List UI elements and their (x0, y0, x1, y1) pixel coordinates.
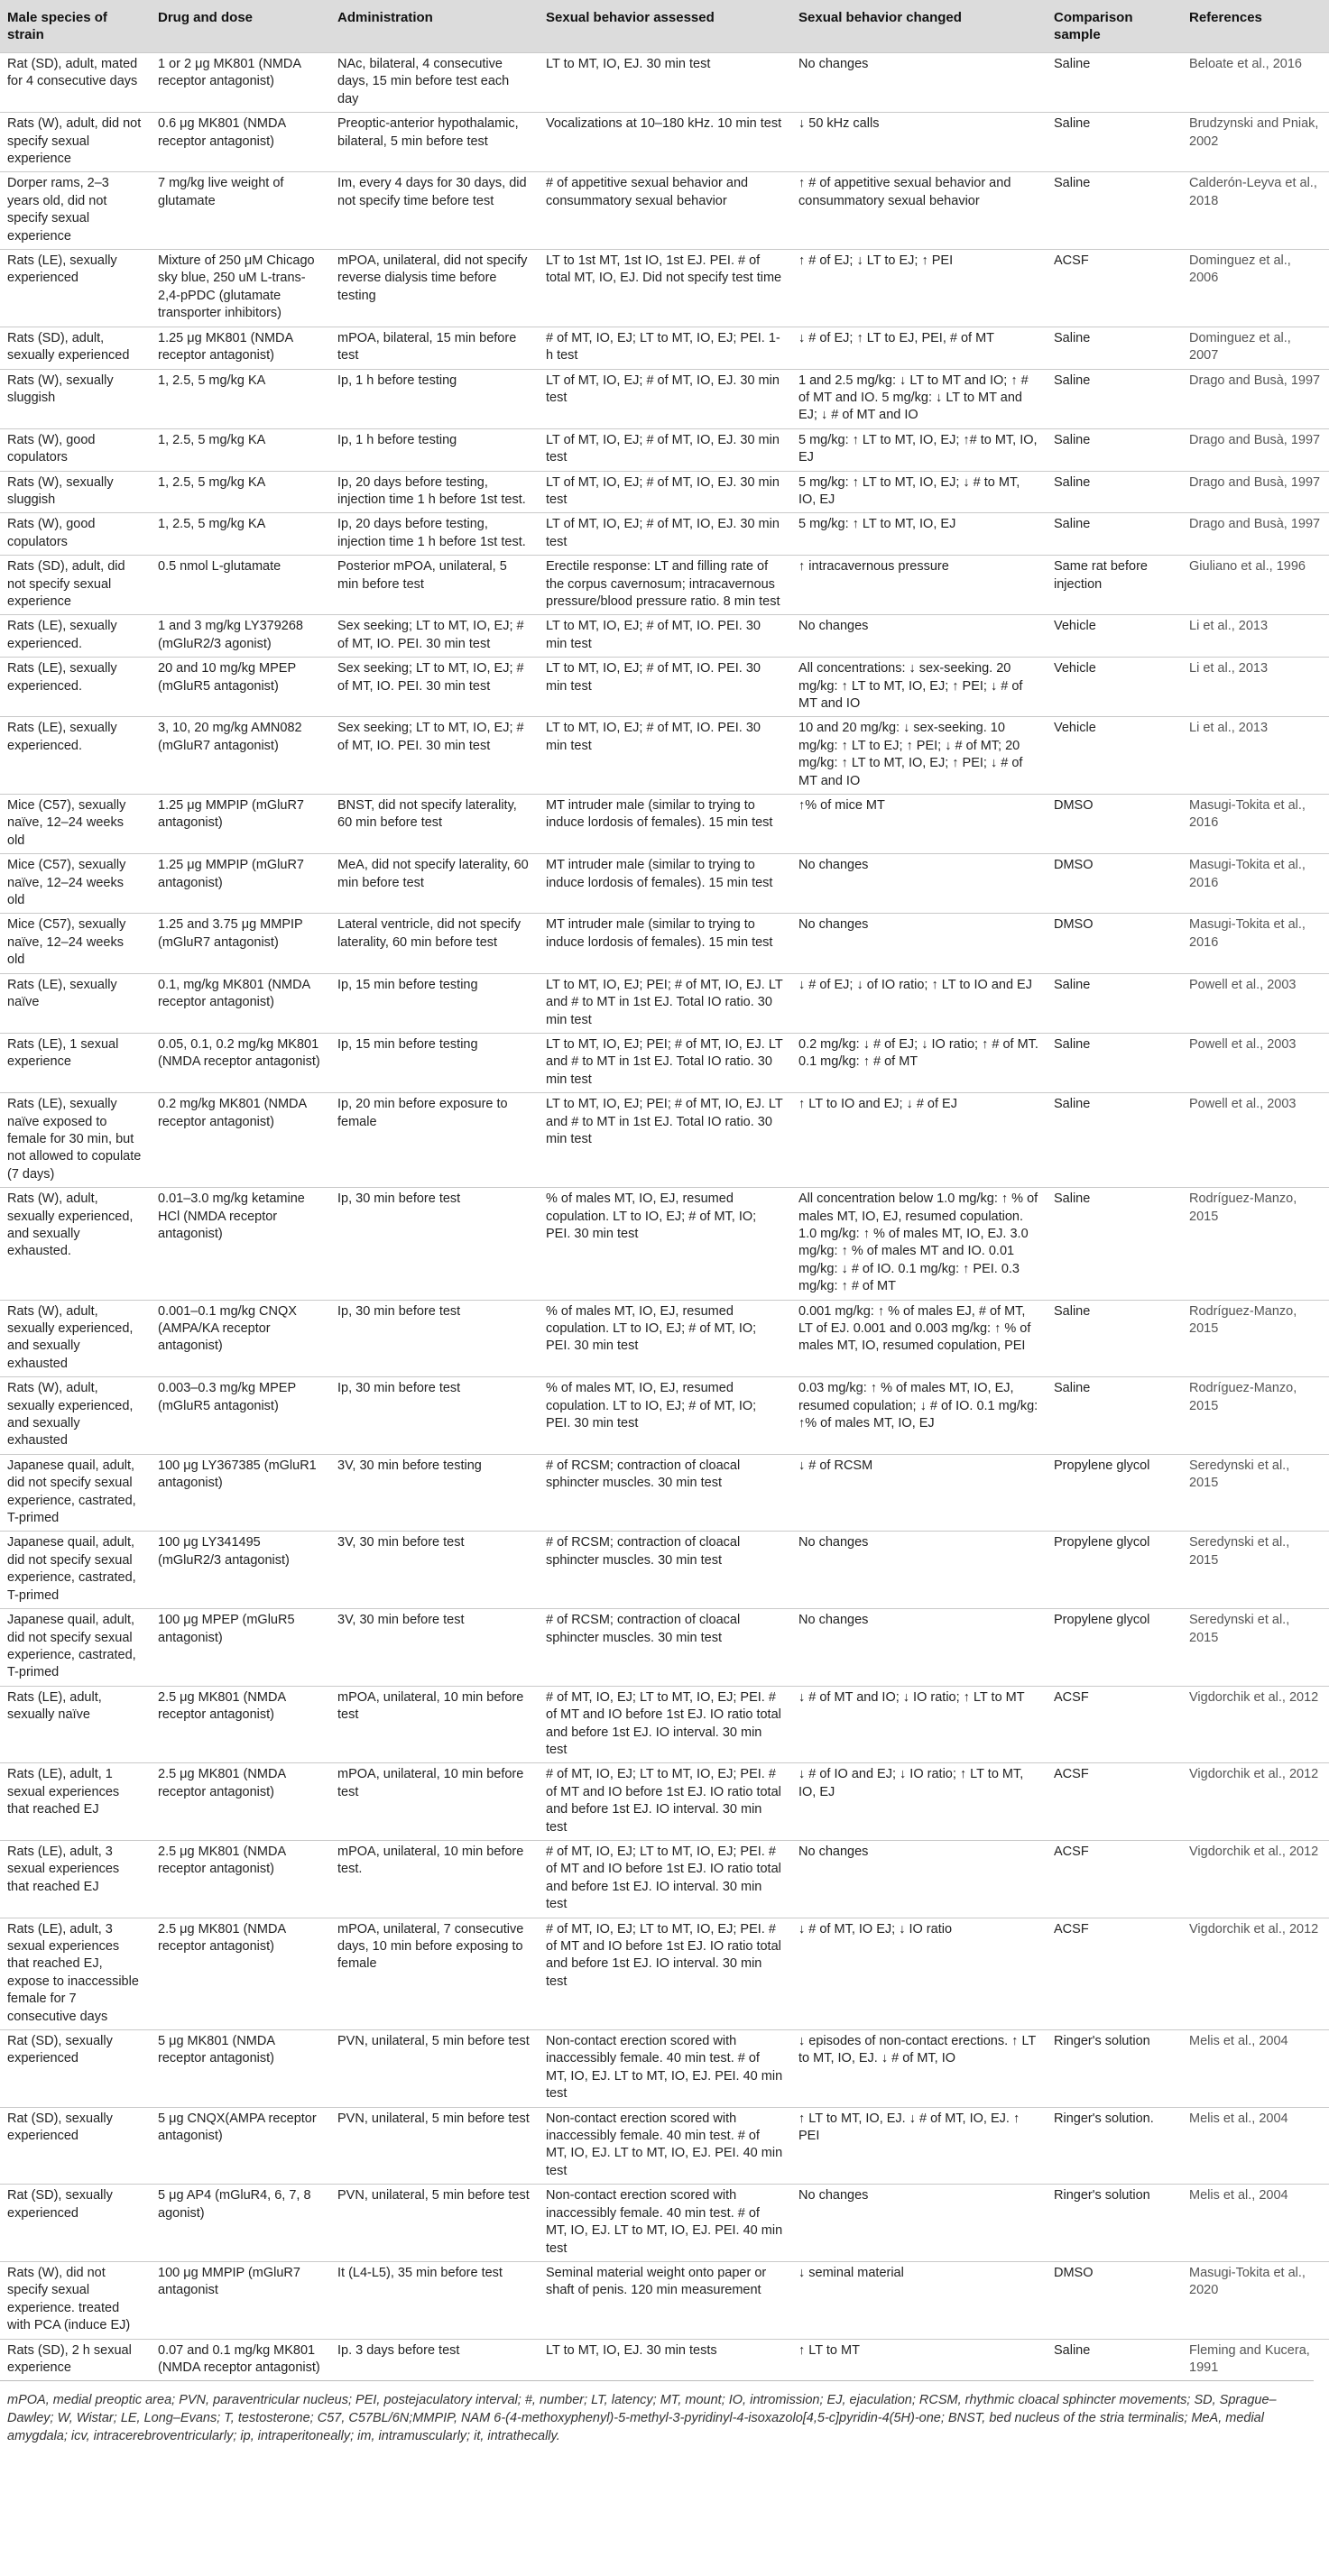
administration-cell: Ip, 20 days before testing, injection time 1 h before 1st test. (330, 471, 539, 513)
drug-dose-cell: 0.6 μg MK801 (NMDA receptor antagonist) (151, 113, 330, 172)
reference-cell: Li et al., 2013 (1182, 658, 1329, 717)
reference-cell: Masugi-Tokita et al., 2016 (1182, 914, 1329, 973)
reference-cell: Melis et al., 2004 (1182, 2107, 1329, 2185)
species-cell: Rats (W), sexually sluggish (0, 471, 151, 513)
comparison-cell: Saline (1047, 1093, 1182, 1188)
species-cell: Dorper rams, 2–3 years old, did not specify sexual experience (0, 172, 151, 250)
comparison-cell: DMSO (1047, 914, 1182, 973)
reference-cell: Beloate et al., 2016 (1182, 53, 1329, 113)
reference-cell: Dominguez et al., 2006 (1182, 250, 1329, 327)
administration-cell: PVN, unilateral, 5 min before test (330, 2107, 539, 2185)
drug-dose-cell: 7 mg/kg live weight of glutamate (151, 172, 330, 250)
table-row (0, 556, 1329, 615)
table-row (0, 250, 1329, 327)
species-cell: Rats (SD), adult, did not specify sexual experience (0, 556, 151, 615)
behavior-assessed-cell: LT to MT, IO, EJ; PEI; # of MT, IO, EJ. LT and # to MT in 1st EJ. Total IO ratio. 30 min test (539, 1033, 791, 1092)
administration-cell: Im, every 4 days for 30 days, did not specify time before test (330, 172, 539, 250)
table-row (0, 113, 1329, 172)
behavior-assessed-cell: Non-contact erection scored with inaccessibly female. 40 min test. # of MT, IO, EJ. LT to MT, IO, EJ. PEI. 40 min test (539, 2107, 791, 2185)
administration-cell: Ip, 15 min before testing (330, 1033, 539, 1092)
behavior-assessed-cell: LT to MT, IO, EJ. 30 min tests (539, 2339, 791, 2380)
reference-cell: Vigdorchik et al., 2012 (1182, 1686, 1329, 1763)
behavior-assessed-cell: % of males MT, IO, EJ, resumed copulation. LT to IO, EJ; # of MT, IO; PEI. 30 min test (539, 1188, 791, 1300)
table-body (0, 53, 1329, 2381)
table-row (0, 914, 1329, 973)
reference-cell: Giuliano et al., 1996 (1182, 556, 1329, 615)
behavior-changed-cell: ↓ episodes of non-contact erections. ↑ LT to MT, IO, EJ. ↓ # of MT, IO (791, 2030, 1047, 2108)
comparison-cell: Saline (1047, 513, 1182, 556)
comparison-cell: Propylene glycol (1047, 1609, 1182, 1687)
behavior-changed-cell: 0.001 mg/kg: ↑ % of males EJ, # of MT, LT of EJ. 0.001 and 0.003 mg/kg: ↑ % of males MT, IO, resumed copulation, PEI (791, 1300, 1047, 1377)
species-cell: Rats (SD), adult, sexually experienced (0, 327, 151, 369)
behavior-assessed-cell: # of RCSM; contraction of cloacal sphincter muscles. 30 min test (539, 1609, 791, 1687)
species-cell: Rat (SD), sexually experienced (0, 2030, 151, 2108)
table-row (0, 1686, 1329, 1763)
comparison-cell: Propylene glycol (1047, 1454, 1182, 1532)
drug-dose-cell: Mixture of 250 μM Chicago sky blue, 250 uM L-trans-2,4-pPDC (glutamate transporter inhibitors) (151, 250, 330, 327)
drug-dose-cell: 1.25 μg MMPIP (mGluR7 antagonist) (151, 854, 330, 914)
comparison-cell: Saline (1047, 471, 1182, 513)
comparison-cell: ACSF (1047, 1918, 1182, 2029)
comparison-cell: Vehicle (1047, 658, 1182, 717)
drug-dose-cell: 5 μg CNQX(AMPA receptor antagonist) (151, 2107, 330, 2185)
comparison-cell: Vehicle (1047, 717, 1182, 795)
species-cell: Mice (C57), sexually naïve, 12–24 weeks old (0, 795, 151, 854)
table-row (0, 1093, 1329, 1188)
administration-cell: NAc, bilateral, 4 consecutive days, 15 min before test each day (330, 53, 539, 113)
reference-cell: Li et al., 2013 (1182, 717, 1329, 795)
column-header: Sexual behavior assessed (539, 0, 791, 53)
table-row (0, 513, 1329, 556)
column-header: Male species of strain (0, 0, 151, 53)
table-row (0, 327, 1329, 369)
behavior-changed-cell: ↓ # of MT and IO; ↓ IO ratio; ↑ LT to MT (791, 1686, 1047, 1763)
behavior-assessed-cell: LT of MT, IO, EJ; # of MT, IO, EJ. 30 min test (539, 513, 791, 556)
reference-cell: Masugi-Tokita et al., 2016 (1182, 854, 1329, 914)
table-row (0, 658, 1329, 717)
administration-cell: MeA, did not specify laterality, 60 min before test (330, 854, 539, 914)
drug-dose-cell: 0.01–3.0 mg/kg ketamine HCl (NMDA receptor antagonist) (151, 1188, 330, 1300)
behavior-assessed-cell: MT intruder male (similar to trying to induce lordosis of females). 15 min test (539, 795, 791, 854)
administration-cell: Ip, 20 days before testing, injection time 1 h before 1st test. (330, 513, 539, 556)
species-cell: Rats (LE), sexually experienced. (0, 717, 151, 795)
administration-cell: Ip, 30 min before test (330, 1377, 539, 1455)
drug-dose-cell: 1, 2.5, 5 mg/kg KA (151, 369, 330, 428)
comparison-cell: Saline (1047, 973, 1182, 1033)
reference-cell: Seredynski et al., 2015 (1182, 1454, 1329, 1532)
comparison-cell: Saline (1047, 1377, 1182, 1455)
drug-dose-cell: 100 μg MMPIP (mGluR7 antagonist (151, 2261, 330, 2339)
reference-cell: Vigdorchik et al., 2012 (1182, 1918, 1329, 2029)
administration-cell: Sex seeking; LT to MT, IO, EJ; # of MT, IO. PEI. 30 min test (330, 717, 539, 795)
behavior-assessed-cell: MT intruder male (similar to trying to induce lordosis of females). 15 min test (539, 854, 791, 914)
species-cell: Rats (W), adult, sexually experienced, and sexually exhausted (0, 1377, 151, 1455)
comparison-cell: Ringer's solution (1047, 2185, 1182, 2262)
administration-cell: PVN, unilateral, 5 min before test (330, 2030, 539, 2108)
drug-dose-cell: 1 or 2 μg MK801 (NMDA receptor antagonist) (151, 53, 330, 113)
comparison-cell: Propylene glycol (1047, 1532, 1182, 1609)
species-cell: Rats (W), good copulators (0, 513, 151, 556)
drug-dose-cell: 1.25 μg MK801 (NMDA receptor antagonist) (151, 327, 330, 369)
comparison-cell: ACSF (1047, 1686, 1182, 1763)
behavior-assessed-cell: Erectile response: LT and filling rate of the corpus cavernosum; intracavernous pressure/blood pressure ratio. 8 min test (539, 556, 791, 615)
comparison-cell: DMSO (1047, 854, 1182, 914)
species-cell: Rats (LE), sexually experienced (0, 250, 151, 327)
behavior-assessed-cell: Non-contact erection scored with inaccessibly female. 40 min test. # of MT, IO, EJ. LT to MT, IO, EJ. PEI. 40 min test (539, 2030, 791, 2108)
behavior-assessed-cell: # of MT, IO, EJ; LT to MT, IO, EJ; PEI. 1-h test (539, 327, 791, 369)
species-cell: Rats (LE), adult, 1 sexual experiences that reached EJ (0, 1763, 151, 1841)
table-row (0, 1188, 1329, 1300)
drug-dose-cell: 1.25 μg MMPIP (mGluR7 antagonist) (151, 795, 330, 854)
behavior-changed-cell: All concentration below 1.0 mg/kg: ↑ % of males MT, IO, EJ, resumed copulation. 1.0 mg/kg: ↑ % of males MT, IO, EJ. 3.0 mg/kg: ↑ % of males MT and IO. 0.01 mg/kg: ↓ # of IO. 0.1 mg/kg: ↑ PEI. 0.3 mg/kg: ↑ # of MT (791, 1188, 1047, 1300)
comparison-cell: Saline (1047, 1188, 1182, 1300)
table-header-row (0, 0, 1329, 53)
administration-cell: mPOA, unilateral, 10 min before test. (330, 1840, 539, 1918)
administration-cell: Sex seeking; LT to MT, IO, EJ; # of MT, IO. PEI. 30 min test (330, 658, 539, 717)
drug-dose-cell: 2.5 μg MK801 (NMDA receptor antagonist) (151, 1686, 330, 1763)
administration-cell: Lateral ventricle, did not specify laterality, 60 min before test (330, 914, 539, 973)
reference-cell: Masugi-Tokita et al., 2016 (1182, 795, 1329, 854)
administration-cell: Posterior mPOA, unilateral, 5 min before test (330, 556, 539, 615)
table-row (0, 428, 1329, 471)
behavior-assessed-cell: LT to MT, IO, EJ; # of MT, IO. PEI. 30 min test (539, 615, 791, 658)
reference-cell: Rodríguez-Manzo, 2015 (1182, 1377, 1329, 1455)
table-row (0, 1763, 1329, 1841)
behavior-assessed-cell: Seminal material weight onto paper or shaft of penis. 120 min measurement (539, 2261, 791, 2339)
behavior-assessed-cell: % of males MT, IO, EJ, resumed copulation. LT to IO, EJ; # of MT, IO; PEI. 30 min test (539, 1300, 791, 1377)
table-row (0, 717, 1329, 795)
table-row (0, 2339, 1329, 2380)
species-cell: Rats (W), sexually sluggish (0, 369, 151, 428)
behavior-assessed-cell: # of MT, IO, EJ; LT to MT, IO, EJ; PEI. # of MT and IO before 1st EJ. IO ratio total and before 1st EJ. IO interval. 30 min test (539, 1918, 791, 2029)
behavior-changed-cell: No changes (791, 2185, 1047, 2262)
comparison-cell: DMSO (1047, 2261, 1182, 2339)
table-row (0, 369, 1329, 428)
table-row (0, 795, 1329, 854)
reference-cell: Li et al., 2013 (1182, 615, 1329, 658)
behavior-changed-cell: 1 and 2.5 mg/kg: ↓ LT to MT and IO; ↑ # of MT and IO. 5 mg/kg: ↓ LT to MT and EJ; ↓ # of MT and IO (791, 369, 1047, 428)
species-cell: Rats (W), did not specify sexual experience. treated with PCA (induce EJ) (0, 2261, 151, 2339)
table-row (0, 615, 1329, 658)
administration-cell: Ip. 3 days before test (330, 2339, 539, 2380)
table-row (0, 2185, 1329, 2262)
administration-cell: 3V, 30 min before test (330, 1532, 539, 1609)
drug-dose-cell: 0.5 nmol L-glutamate (151, 556, 330, 615)
column-header: Comparison sample (1047, 0, 1182, 53)
reference-cell: Brudzynski and Pniak, 2002 (1182, 113, 1329, 172)
comparison-cell: Saline (1047, 2339, 1182, 2380)
species-cell: Rats (LE), sexually experienced. (0, 658, 151, 717)
comparison-cell: Ringer's solution (1047, 2030, 1182, 2108)
reference-cell: Vigdorchik et al., 2012 (1182, 1763, 1329, 1841)
behavior-changed-cell: ↓ 50 kHz calls (791, 113, 1047, 172)
drug-dose-cell: 0.1, mg/kg MK801 (NMDA receptor antagonist) (151, 973, 330, 1033)
species-cell: Rats (LE), sexually experienced. (0, 615, 151, 658)
reference-cell: Drago and Busà, 1997 (1182, 369, 1329, 428)
behavior-assessed-cell: MT intruder male (similar to trying to induce lordosis of females). 15 min test (539, 914, 791, 973)
species-cell: Japanese quail, adult, did not specify sexual experience, castrated, T-primed (0, 1454, 151, 1532)
species-cell: Rats (LE), 1 sexual experience (0, 1033, 151, 1092)
administration-cell: mPOA, unilateral, 10 min before test (330, 1686, 539, 1763)
drug-dose-cell: 0.001–0.1 mg/kg CNQX (AMPA/KA receptor antagonist) (151, 1300, 330, 1377)
behavior-assessed-cell: LT to MT, IO, EJ; PEI; # of MT, IO, EJ. LT and # to MT in 1st EJ. Total IO ratio. 30 min test (539, 973, 791, 1033)
behavior-changed-cell: ↑% of mice MT (791, 795, 1047, 854)
behavior-changed-cell: ↑ LT to MT, IO, EJ. ↓ # of MT, IO, EJ. ↑ PEI (791, 2107, 1047, 2185)
behavior-assessed-cell: # of RCSM; contraction of cloacal sphincter muscles. 30 min test (539, 1454, 791, 1532)
table-row (0, 2261, 1329, 2339)
behavior-changed-cell: ↓ # of IO and EJ; ↓ IO ratio; ↑ LT to MT, IO, EJ (791, 1763, 1047, 1841)
behavior-assessed-cell: Vocalizations at 10–180 kHz. 10 min test (539, 113, 791, 172)
species-cell: Rats (LE), sexually naïve (0, 973, 151, 1033)
drug-dose-cell: 100 μg LY367385 (mGluR1 antagonist) (151, 1454, 330, 1532)
behavior-assessed-cell: # of MT, IO, EJ; LT to MT, IO, EJ; PEI. # of MT and IO before 1st EJ. IO ratio total and before 1st EJ. IO interval. 30 min test (539, 1686, 791, 1763)
reference-cell: Rodríguez-Manzo, 2015 (1182, 1188, 1329, 1300)
reference-cell: Seredynski et al., 2015 (1182, 1532, 1329, 1609)
reference-cell: Melis et al., 2004 (1182, 2185, 1329, 2262)
reference-cell: Drago and Busà, 1997 (1182, 471, 1329, 513)
drug-dose-cell: 1, 2.5, 5 mg/kg KA (151, 471, 330, 513)
reference-cell: Melis et al., 2004 (1182, 2030, 1329, 2108)
species-cell: Rat (SD), sexually experienced (0, 2185, 151, 2262)
administration-cell: Ip, 30 min before test (330, 1300, 539, 1377)
drug-dose-cell: 2.5 μg MK801 (NMDA receptor antagonist) (151, 1763, 330, 1841)
table-row (0, 1454, 1329, 1532)
drug-dose-cell: 0.2 mg/kg MK801 (NMDA receptor antagonist) (151, 1093, 330, 1188)
column-header: References (1182, 0, 1329, 53)
comparison-cell: Saline (1047, 327, 1182, 369)
species-cell: Rats (LE), sexually naïve exposed to female for 30 min, but not allowed to copulate (7 days) (0, 1093, 151, 1188)
behavior-changed-cell: ↑ LT to MT (791, 2339, 1047, 2380)
column-header: Sexual behavior changed (791, 0, 1047, 53)
drug-dose-cell: 1.25 and 3.75 μg MMPIP (mGluR7 antagonist) (151, 914, 330, 973)
behavior-changed-cell: No changes (791, 914, 1047, 973)
administration-cell: It (L4-L5), 35 min before test (330, 2261, 539, 2339)
behavior-assessed-cell: LT to MT, IO, EJ. 30 min test (539, 53, 791, 113)
behavior-changed-cell: No changes (791, 53, 1047, 113)
comparison-cell: DMSO (1047, 795, 1182, 854)
reference-cell: Masugi-Tokita et al., 2020 (1182, 2261, 1329, 2339)
behavior-changed-cell: ↑ # of EJ; ↓ LT to EJ; ↑ PEI (791, 250, 1047, 327)
table-row (0, 1918, 1329, 2029)
species-cell: Rats (LE), adult, sexually naïve (0, 1686, 151, 1763)
table-row (0, 2030, 1329, 2108)
species-cell: Rats (W), adult, sexually experienced, and sexually exhausted. (0, 1188, 151, 1300)
behavior-changed-cell: No changes (791, 1532, 1047, 1609)
reference-cell: Calderón-Leyva et al., 2018 (1182, 172, 1329, 250)
reference-cell: Vigdorchik et al., 2012 (1182, 1840, 1329, 1918)
comparison-cell: Ringer's solution. (1047, 2107, 1182, 2185)
drug-dose-cell: 1, 2.5, 5 mg/kg KA (151, 513, 330, 556)
administration-cell: Ip, 15 min before testing (330, 973, 539, 1033)
administration-cell: mPOA, unilateral, 7 consecutive days, 10 min before exposing to female (330, 1918, 539, 2029)
behavior-changed-cell: ↓ # of RCSM (791, 1454, 1047, 1532)
behavior-changed-cell: No changes (791, 1840, 1047, 1918)
species-cell: Rats (W), adult, sexually experienced, and sexually exhausted (0, 1300, 151, 1377)
behavior-changed-cell: ↑ # of appetitive sexual behavior and consummatory sexual behavior (791, 172, 1047, 250)
behavior-assessed-cell: LT to MT, IO, EJ; PEI; # of MT, IO, EJ. LT and # to MT in 1st EJ. Total IO ratio. 30 min test (539, 1093, 791, 1188)
table-row (0, 1300, 1329, 1377)
behavior-assessed-cell: Non-contact erection scored with inaccessibly female. 40 min test. # of MT, IO, EJ. LT to MT, IO, EJ. PEI. 40 min test (539, 2185, 791, 2262)
comparison-cell: Saline (1047, 1033, 1182, 1092)
table-row (0, 172, 1329, 250)
administration-cell: mPOA, bilateral, 15 min before test (330, 327, 539, 369)
drug-dose-cell: 0.003–0.3 mg/kg MPEP (mGluR5 antagonist) (151, 1377, 330, 1455)
comparison-cell: Saline (1047, 1300, 1182, 1377)
behavior-changed-cell: 0.03 mg/kg: ↑ % of males MT, IO, EJ, resumed copulation; ↓ # of IO. 0.1 mg/kg: ↑% of males MT, IO, EJ (791, 1377, 1047, 1455)
drug-dose-cell: 100 μg LY341495 (mGluR2/3 antagonist) (151, 1532, 330, 1609)
behavior-changed-cell: No changes (791, 1609, 1047, 1687)
table-row (0, 1377, 1329, 1455)
administration-cell: mPOA, unilateral, did not specify reverse dialysis time before testing (330, 250, 539, 327)
behavior-assessed-cell: LT to 1st MT, 1st IO, 1st EJ. PEI. # of total MT, IO, EJ. Did not specify test time (539, 250, 791, 327)
table-row (0, 1033, 1329, 1092)
drug-dose-cell: 5 μg AP4 (mGluR4, 6, 7, 8 agonist) (151, 2185, 330, 2262)
behavior-changed-cell: ↓ # of EJ; ↑ LT to EJ, PEI, # of MT (791, 327, 1047, 369)
reference-cell: Powell et al., 2003 (1182, 1093, 1329, 1188)
table-row (0, 1532, 1329, 1609)
administration-cell: Sex seeking; LT to MT, IO, EJ; # of MT, IO. PEI. 30 min test (330, 615, 539, 658)
behavior-assessed-cell: LT to MT, IO, EJ; # of MT, IO. PEI. 30 min test (539, 717, 791, 795)
behavior-changed-cell: No changes (791, 615, 1047, 658)
reference-cell: Dominguez et al., 2007 (1182, 327, 1329, 369)
table-row (0, 854, 1329, 914)
table-row (0, 53, 1329, 113)
administration-cell: 3V, 30 min before testing (330, 1454, 539, 1532)
species-cell: Rat (SD), sexually experienced (0, 2107, 151, 2185)
species-cell: Rats (W), adult, did not specify sexual experience (0, 113, 151, 172)
species-cell: Rats (SD), 2 h sexual experience (0, 2339, 151, 2380)
administration-cell: BNST, did not specify laterality, 60 min before test (330, 795, 539, 854)
behavior-assessed-cell: # of MT, IO, EJ; LT to MT, IO, EJ; PEI. # of MT and IO before 1st EJ. IO ratio total and before 1st EJ. IO interval. 30 min test (539, 1763, 791, 1841)
species-cell: Rat (SD), adult, mated for 4 consecutive days (0, 53, 151, 113)
behavior-changed-cell: No changes (791, 854, 1047, 914)
behavior-assessed-cell: LT of MT, IO, EJ; # of MT, IO, EJ. 30 min test (539, 471, 791, 513)
comparison-cell: ACSF (1047, 1840, 1182, 1918)
species-cell: Rats (LE), adult, 3 sexual experiences that reached EJ (0, 1840, 151, 1918)
behavior-changed-cell: ↓ # of EJ; ↓ of IO ratio; ↑ LT to IO and EJ (791, 973, 1047, 1033)
reference-cell: Fleming and Kucera, 1991 (1182, 2339, 1329, 2380)
table-row (0, 2107, 1329, 2185)
species-cell: Mice (C57), sexually naïve, 12–24 weeks old (0, 914, 151, 973)
behavior-changed-cell: ↓ # of MT, IO EJ; ↓ IO ratio (791, 1918, 1047, 2029)
drug-dose-cell: 0.05, 0.1, 0.2 mg/kg MK801 (NMDA receptor antagonist) (151, 1033, 330, 1092)
drug-dose-cell: 2.5 μg MK801 (NMDA receptor antagonist) (151, 1840, 330, 1918)
behavior-changed-cell: ↑ intracavernous pressure (791, 556, 1047, 615)
column-header: Administration (330, 0, 539, 53)
table-row (0, 1609, 1329, 1687)
administration-cell: Ip, 1 h before testing (330, 369, 539, 428)
reference-cell: Powell et al., 2003 (1182, 973, 1329, 1033)
comparison-cell: Vehicle (1047, 615, 1182, 658)
behavior-changed-cell: ↓ seminal material (791, 2261, 1047, 2339)
species-cell: Rats (W), good copulators (0, 428, 151, 471)
table-footnote: mPOA, medial preoptic area; PVN, paraventricular nucleus; PEI, postejaculatory interval; #, number; LT, latency; MT, mount; IO, intromission; EJ, ejaculation; RCSM, rhythmic cloacal sphincter movements; SD, Sprague–Dawley; W, Wistar; LE, Long–Evans; T, testosterone; C57, C57BL/6N;MMPIP, NAM 6-(4-methoxyphenyl)-5-methyl-3-pyridinyl-4-isoxazolo[4,5-c]pyridin-4(5H)-one; BNST, bed nucleus of the stria terminalis; MeA, medial amygdala; icv, intracerebroventricularly; ip, intraperitoneally; im, intramuscularly; it, intrathecally. (0, 2380, 1314, 2445)
behavior-assessed-cell: % of males MT, IO, EJ, resumed copulation. LT to IO, EJ; # of MT, IO; PEI. 30 min test (539, 1377, 791, 1455)
species-cell: Japanese quail, adult, did not specify sexual experience, castrated, T-primed (0, 1532, 151, 1609)
reference-cell: Seredynski et al., 2015 (1182, 1609, 1329, 1687)
behavior-changed-cell: All concentrations: ↓ sex-seeking. 20 mg/kg: ↑ LT to MT, IO, EJ; ↑ PEI; ↓ # of MT and IO (791, 658, 1047, 717)
comparison-cell: Saline (1047, 428, 1182, 471)
drug-dose-cell: 5 μg MK801 (NMDA receptor antagonist) (151, 2030, 330, 2108)
comparison-cell: ACSF (1047, 1763, 1182, 1841)
behavior-assessed-cell: LT to MT, IO, EJ; # of MT, IO. PEI. 30 min test (539, 658, 791, 717)
comparison-cell: Saline (1047, 53, 1182, 113)
table-row (0, 973, 1329, 1033)
behavior-changed-cell: 10 and 20 mg/kg: ↓ sex-seeking. 10 mg/kg: ↑ LT to EJ; ↑ PEI; ↓ # of MT; 20 mg/kg: ↑ LT to MT, IO, EJ; ↑ PEI; ↓ # of MT and IO (791, 717, 1047, 795)
behavior-changed-cell: 5 mg/kg: ↑ LT to MT, IO, EJ (791, 513, 1047, 556)
administration-cell: mPOA, unilateral, 10 min before test (330, 1763, 539, 1841)
administration-cell: PVN, unilateral, 5 min before test (330, 2185, 539, 2262)
administration-cell: Preoptic-anterior hypothalamic, bilateral, 5 min before test (330, 113, 539, 172)
drug-dose-cell: 0.07 and 0.1 mg/kg MK801 (NMDA receptor antagonist) (151, 2339, 330, 2380)
comparison-cell: Same rat before injection (1047, 556, 1182, 615)
behavior-assessed-cell: # of MT, IO, EJ; LT to MT, IO, EJ; PEI. # of MT and IO before 1st EJ. IO ratio total and before 1st EJ. IO interval. 30 min test (539, 1840, 791, 1918)
behavior-assessed-cell: LT of MT, IO, EJ; # of MT, IO, EJ. 30 min test (539, 369, 791, 428)
behavior-changed-cell: 5 mg/kg: ↑ LT to MT, IO, EJ; ↑# to MT, IO, EJ (791, 428, 1047, 471)
drug-dose-cell: 1, 2.5, 5 mg/kg KA (151, 428, 330, 471)
reference-cell: Drago and Busà, 1997 (1182, 428, 1329, 471)
behavior-changed-cell: 0.2 mg/kg: ↓ # of EJ; ↓ IO ratio; ↑ # of MT. 0.1 mg/kg: ↑ # of MT (791, 1033, 1047, 1092)
behavior-assessed-cell: # of appetitive sexual behavior and consummatory sexual behavior (539, 172, 791, 250)
comparison-cell: Saline (1047, 113, 1182, 172)
administration-cell: Ip, 1 h before testing (330, 428, 539, 471)
species-cell: Rats (LE), adult, 3 sexual experiences that reached EJ, expose to inaccessible female for 7 consecutive days (0, 1918, 151, 2029)
column-header: Drug and dose (151, 0, 330, 53)
behavior-changed-cell: ↑ LT to IO and EJ; ↓ # of EJ (791, 1093, 1047, 1188)
comparison-cell: ACSF (1047, 250, 1182, 327)
behavior-assessed-cell: # of RCSM; contraction of cloacal sphincter muscles. 30 min test (539, 1532, 791, 1609)
reference-cell: Rodríguez-Manzo, 2015 (1182, 1300, 1329, 1377)
drug-dose-cell: 3, 10, 20 mg/kg AMN082 (mGluR7 antagonist) (151, 717, 330, 795)
reference-cell: Powell et al., 2003 (1182, 1033, 1329, 1092)
table-row (0, 471, 1329, 513)
drug-dose-cell: 20 and 10 mg/kg MPEP (mGluR5 antagonist) (151, 658, 330, 717)
behavior-assessed-cell: LT of MT, IO, EJ; # of MT, IO, EJ. 30 min test (539, 428, 791, 471)
drug-dose-cell: 1 and 3 mg/kg LY379268 (mGluR2/3 agonist) (151, 615, 330, 658)
species-cell: Japanese quail, adult, did not specify sexual experience, castrated, T-primed (0, 1609, 151, 1687)
administration-cell: 3V, 30 min before test (330, 1609, 539, 1687)
species-cell: Mice (C57), sexually naïve, 12–24 weeks old (0, 854, 151, 914)
table-row (0, 1840, 1329, 1918)
administration-cell: Ip, 30 min before test (330, 1188, 539, 1300)
drug-dose-cell: 2.5 μg MK801 (NMDA receptor antagonist) (151, 1918, 330, 2029)
comparison-cell: Saline (1047, 369, 1182, 428)
drug-dose-cell: 100 μg MPEP (mGluR5 antagonist) (151, 1609, 330, 1687)
reference-cell: Drago and Busà, 1997 (1182, 513, 1329, 556)
administration-cell: Ip, 20 min before exposure to female (330, 1093, 539, 1188)
comparison-cell: Saline (1047, 172, 1182, 250)
behavior-changed-cell: 5 mg/kg: ↑ LT to MT, IO, EJ; ↓ # to MT, IO, EJ (791, 471, 1047, 513)
